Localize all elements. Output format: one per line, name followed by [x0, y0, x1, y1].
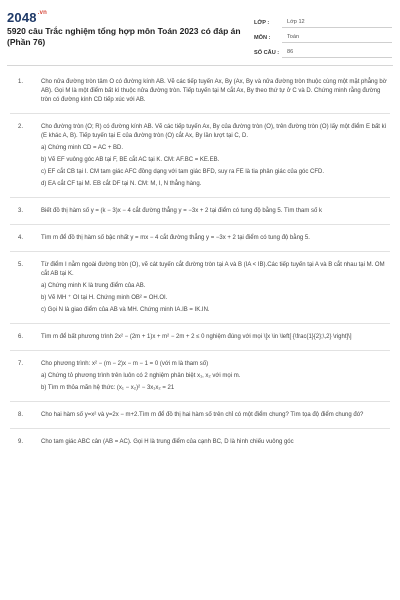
question-number: 8. [18, 412, 24, 418]
question-number: 2. [18, 124, 24, 130]
question-part: c) EF cắt CB tại I. CM tam giác AFC đồng dạng với tam giác BFD, suy ra FE là tia phân giác của góc CFD. [41, 169, 325, 175]
question-item [0, 123, 400, 189]
question-text: Cho tam giác ABC cân (AB = AC). Gọi H là trung điểm của cạnh BC, D là hình chiếu vuông góc [41, 439, 294, 445]
meta-value: Lớp 12 [282, 19, 392, 28]
question-number: 3. [18, 208, 24, 214]
document-title [7, 26, 247, 47]
meta-row-subject [254, 28, 392, 43]
question-item [0, 411, 400, 420]
question-body [41, 78, 388, 105]
question-text: Cho nửa đường tròn tâm O có đường kính AB. Vẽ các tiếp tuyến Ax, By (Ax, By và nửa đường tròn thuộc cùng một mặt phẳng bờ AB). Gọi M là một điểm bất kì thuộc nửa đường tròn. Tiếp tuyến tại M cắt Ax, By theo thứ tự ở C và D. Chứng minh rằng đường tròn có đường kính CD tiếp xúc với AB. [41, 79, 387, 103]
question-text: Biết đồ thị hàm số y = (k − 3)x − 4 cắt đường thẳng y = −3x + 2 tại điểm có tung độ bằng 5. Tìm tham số k [41, 208, 322, 214]
question-divider [10, 401, 390, 402]
brand-number: 2048 [7, 10, 37, 25]
question-number: 1. [18, 79, 24, 85]
brand-suffix: .vn [37, 10, 48, 16]
meta-value: Toán [282, 34, 392, 43]
question-divider [10, 323, 390, 324]
question-text: Cho phương trình: x² − (m − 2)x − m − 1 = 0 (với m là tham số) [41, 361, 209, 367]
question-item [0, 438, 400, 447]
question-item [0, 261, 400, 315]
question-number: 4. [18, 235, 24, 241]
question-item [0, 234, 400, 243]
question-body [41, 123, 388, 189]
question-item [0, 333, 400, 342]
question-item [0, 78, 400, 105]
question-part: b) Tìm m thỏa mãn hệ thức: (x₁ − x₂)² − 3x₁x₂ = 21 [41, 385, 175, 391]
meta-label: SỐ CÂU : [254, 50, 280, 56]
meta-label: LỚP : [254, 20, 270, 26]
question-part: a) Chứng tỏ phương trình trên luôn có 2 nghiệm phân biệt x₁, x₂ với mọi m. [41, 373, 241, 379]
question-number: 9. [18, 439, 24, 445]
question-number: 6. [18, 334, 24, 340]
question-list [0, 78, 400, 447]
question-item [0, 207, 400, 216]
question-text: Cho đường tròn (O; R) có đường kính AB. Vẽ các tiếp tuyến Ax, By của đường tròn (O), trên đường tròn (O) lấy một điểm E bất kì (E khác A, B). Tiếp tuyến tại E của đường tròn (O) cắt Ax, By lần lượt tại C, D. [41, 124, 387, 139]
question-body [41, 261, 388, 315]
question-number: 7. [18, 361, 24, 367]
question-body [41, 234, 388, 243]
meta-value: 86 [282, 49, 392, 58]
question-body [41, 360, 388, 393]
question-divider [10, 428, 390, 429]
meta-label: MÔN : [254, 35, 271, 41]
question-text: Từ điểm I nằm ngoài đường tròn (O), vẽ cát tuyến cắt đường tròn tại A và B (IA < IB).Các tiếp tuyến tại A và B cắt nhau tại M. OM cắt AB tại K. [41, 262, 385, 277]
question-item [0, 360, 400, 393]
question-divider [10, 224, 390, 225]
document-meta [254, 13, 392, 58]
question-part: b) Vẽ EF vuông góc AB tại F, BE cắt AC tại K. CM: AF.BC = KE.EB. [41, 157, 220, 163]
question-text: Tìm m để bất phương trình 2x² − (2m + 1)x + m² − 2m + 2 ≤ 0 nghiệm đúng với mọi \[x \in \left[ {\frac{1}{2};\,2} \right]\] [41, 334, 352, 340]
question-part: b) Vẽ MH ⁺ OI tại H. Chứng minh OB² = OH.OI. [41, 295, 168, 301]
question-body [41, 438, 388, 447]
question-text: Tìm m để đồ thị hàm số bậc nhất y = mx − 4 cắt đường thẳng y = −3x + 2 tại điểm có tung độ bằng 5. [41, 235, 310, 241]
question-number: 5. [18, 262, 24, 268]
question-divider [10, 350, 390, 351]
question-divider [10, 113, 390, 114]
brand-logo[interactable] [7, 10, 47, 25]
document-title-line-2: (Phần 76) [7, 36, 46, 47]
question-part: a) Chứng minh CD = AC + BD. [41, 145, 124, 151]
meta-row-question-count [254, 43, 392, 58]
header-divider [7, 65, 393, 66]
question-text: Cho hai hàm số y=x² và y=2x − m+2.Tìm m để đồ thị hai hàm số trên chỉ có một điểm chung? Tìm tọa độ điểm chung đó? [41, 412, 364, 418]
question-body [41, 333, 388, 342]
question-part: a) Chứng minh K là trung điểm của AB. [41, 283, 146, 289]
question-part: c) Gọi N là giao điểm của AB và MH. Chứng minh IA.IB = IK.IN. [41, 307, 210, 313]
question-divider [10, 197, 390, 198]
question-body [41, 207, 388, 216]
question-body [41, 411, 388, 420]
document-title-line-1: 5920 câu Trắc nghiệm tổng hợp môn Toán 2023 có đáp án [7, 26, 241, 36]
question-part: d) EA cắt CF tại M. EB cắt DF tại N. CM: M, I, N thẳng hàng. [41, 181, 202, 187]
question-divider [10, 251, 390, 252]
meta-row-class [254, 13, 392, 28]
